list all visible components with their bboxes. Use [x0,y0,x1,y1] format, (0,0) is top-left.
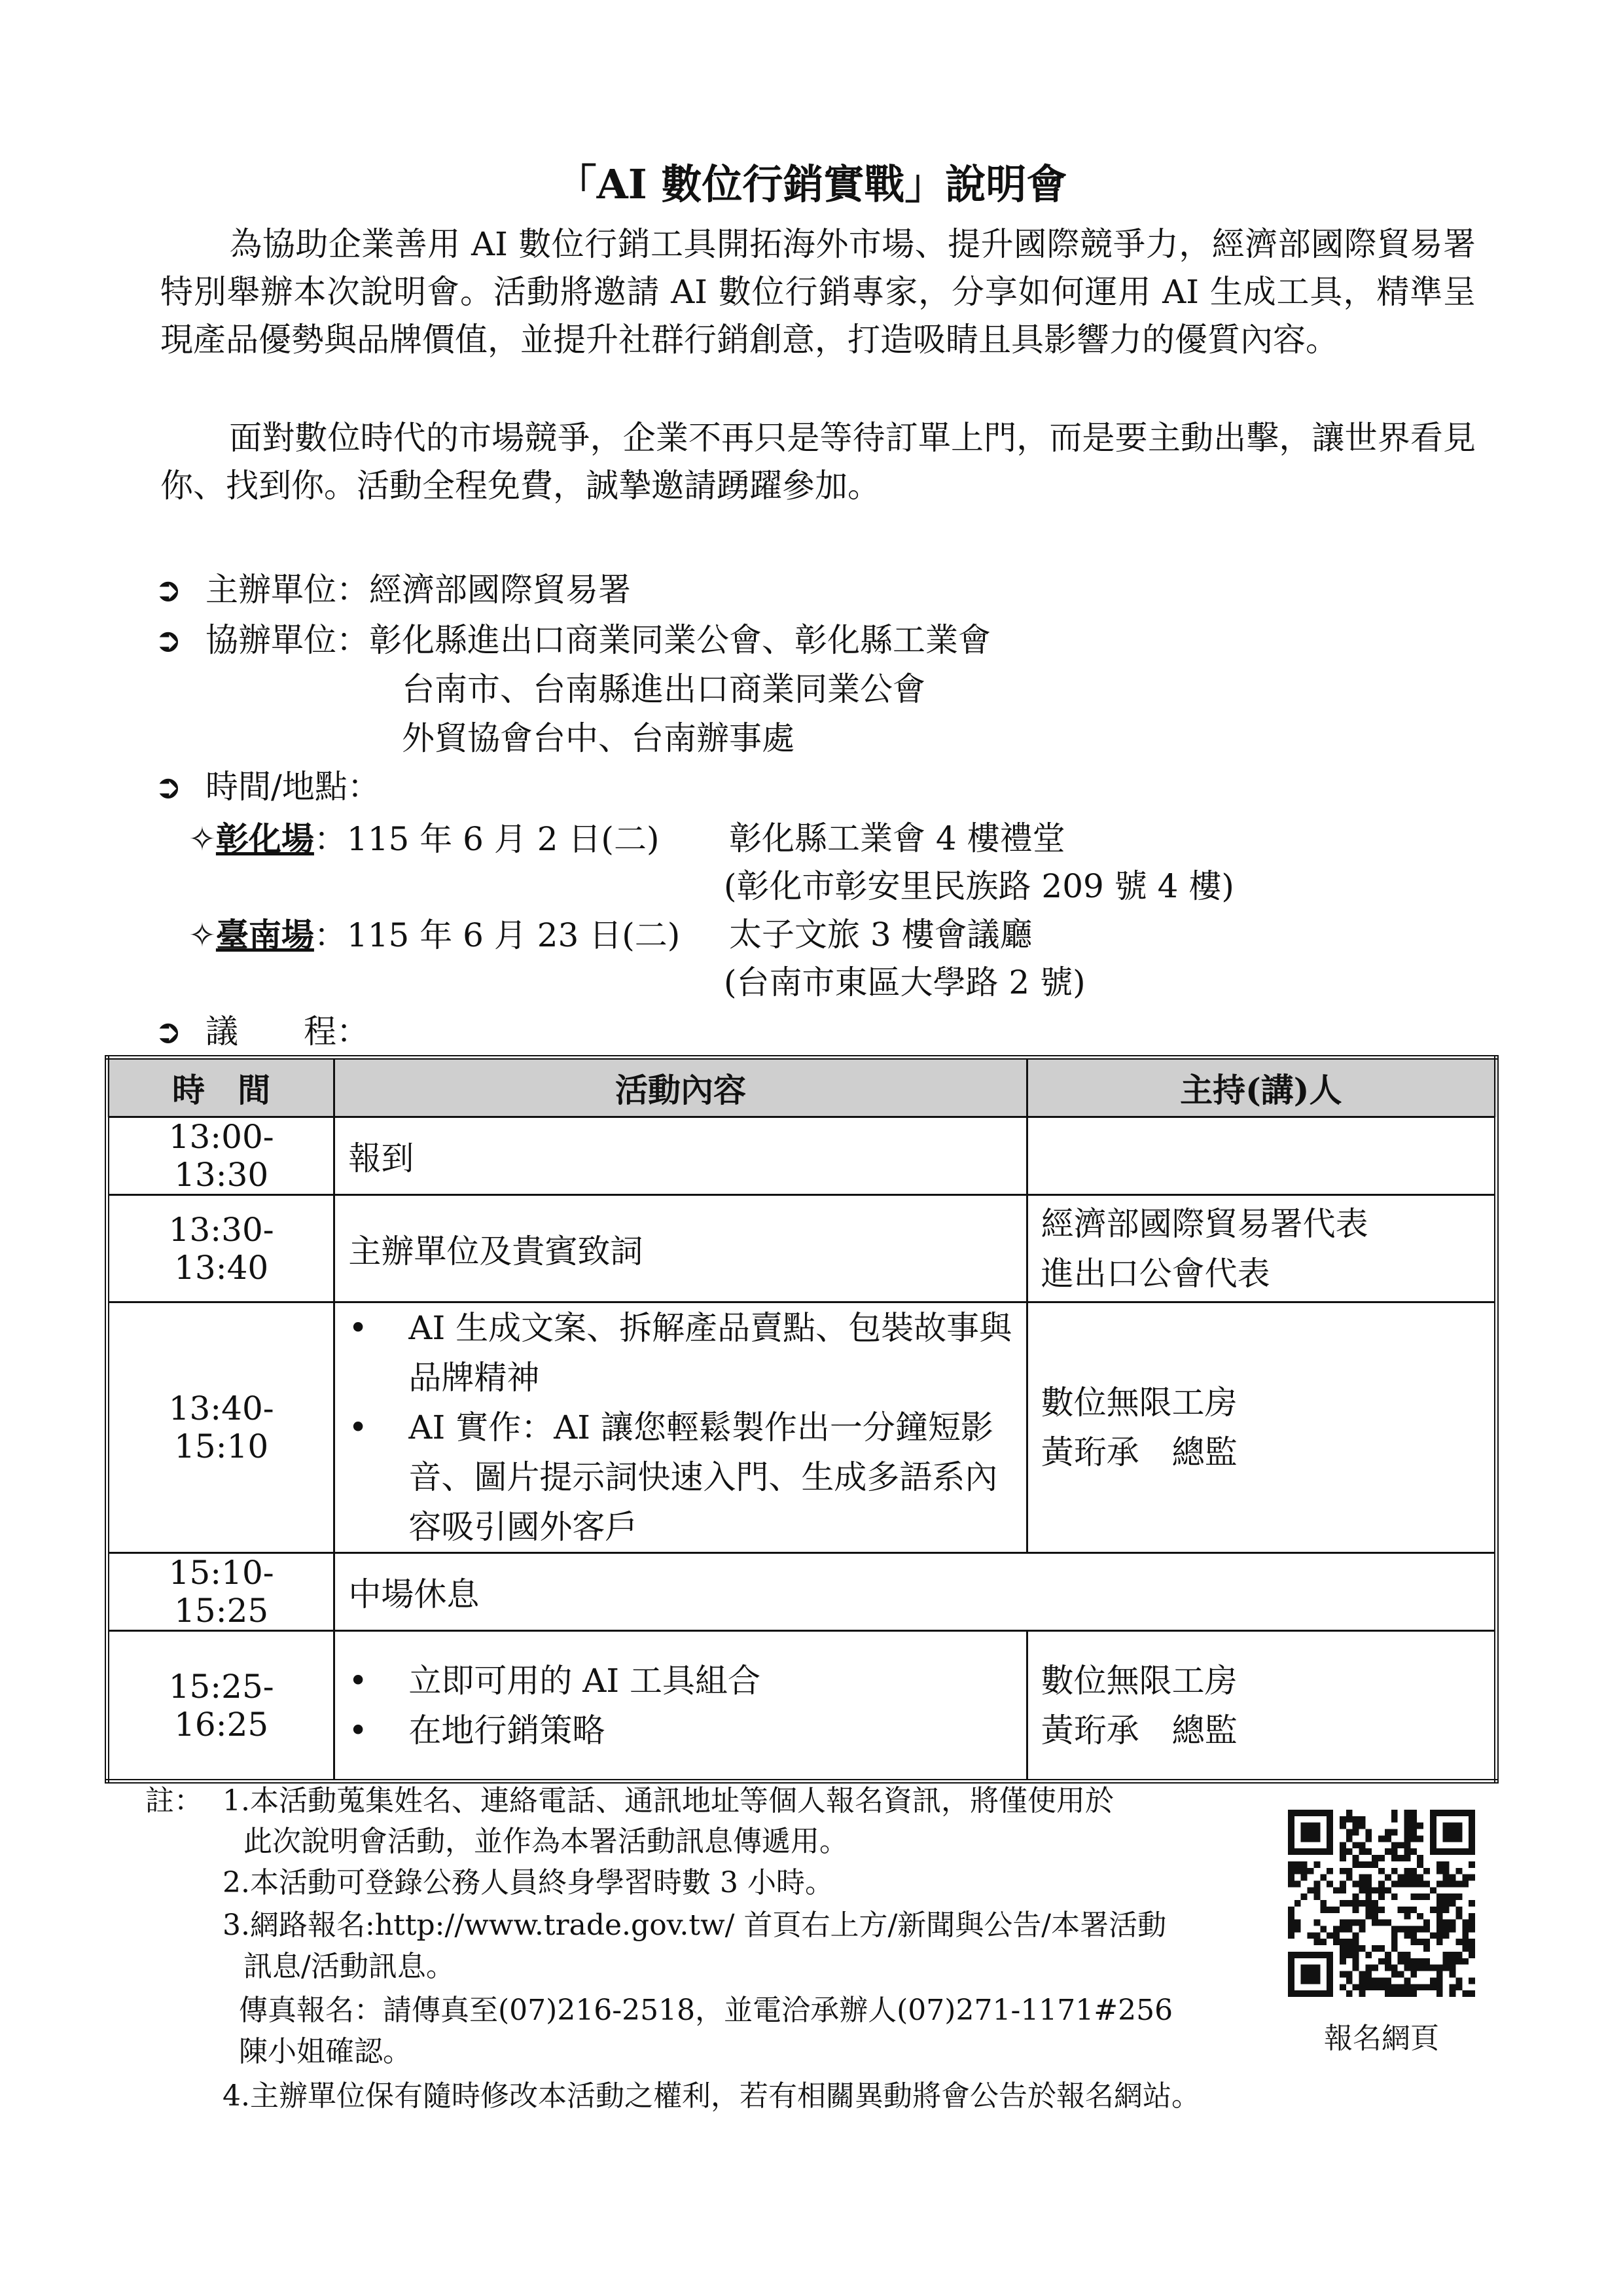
table-header-row [107,1058,1497,1117]
table-row [107,1631,1497,1782]
note-line: 1.本活動蒐集姓名、連絡電話、通訊地址等個人報名資訊，將僅使用於 [223,1784,1114,1818]
header-time: 時 間 [107,1058,334,1117]
venue-place: 太子文旅 3 樓會議廳 [729,916,1033,954]
co-organizer-value-2: 台南市、台南縣進出口商業同業公會 [402,670,925,708]
page-title: 「AI 數位行銷實戰」說明會 [556,160,1067,208]
header-host: 主持(講)人 [1027,1058,1496,1117]
note-line: 陳小姐確認。 [239,2035,412,2068]
notes-label: 註： [145,1784,203,1818]
row-time: 15:25-16:25 [107,1631,334,1782]
organizer-line: ➲ 主辦單位：經濟部國際貿易署 [154,566,631,614]
list-item: • AI 生成文案、拆解產品賣點、包裝故事與品牌精神 [348,1303,1012,1403]
co-organizer-line: ➲ 協辦單位：彰化縣進出口商業同業公會、彰化縣工業會 [154,617,991,664]
table-row [107,1553,1497,1631]
sparkle-icon: ✧ [188,916,216,954]
row-content [334,1631,1027,1782]
row-host: 經濟部國際貿易署代表 進出口公會代表 [1027,1195,1496,1302]
qr-label: 報名網頁 [1324,2022,1439,2055]
note-line: 3.網路報名:http://www.trade.gov.tw/ 首頁右上方/新聞與公告/本署活動 [223,1909,1167,1942]
note-line: 2.本活動可登錄公務人員終身學習時數 3 小時。 [223,1866,834,1899]
table-row [107,1117,1497,1195]
venue-date: 115 年 6 月 23 日(二) [346,916,681,954]
qr-code-icon [1288,1810,1475,1997]
bullet-icon: • [348,1661,368,1700]
row-host [1027,1117,1496,1195]
qr-code [1288,1810,1475,1997]
row-host: 數位無限工房 黃珩承 總監 [1027,1631,1496,1782]
table-row [107,1302,1497,1553]
table-row [107,1195,1497,1302]
venue-address: (彰化市彰安里民族路 209 號 4 樓) [724,867,1234,905]
agenda-heading: ➲ 議 程： [154,1008,369,1056]
row-time: 13:00-13:30 [107,1117,334,1195]
bullet-icon: • [348,1309,368,1347]
intro-paragraph-1 [160,221,1476,364]
row-time: 13:30-13:40 [107,1195,334,1302]
row-content: 中場休息 [334,1553,1497,1631]
time-place-heading: ➲ 時間/地點： [154,763,380,811]
arrow-icon: ➲ [154,571,182,609]
agenda-table [105,1055,1499,1784]
row-content: 主辦單位及貴賓致詞 [334,1195,1027,1302]
venue-tainan: ✧臺南場：115 年 6 月 23 日(二) [188,916,681,954]
row-host: 數位無限工房 黃珩承 總監 [1027,1302,1496,1553]
bullet-icon: • [348,1408,368,1446]
organizer-value: 經濟部國際貿易署 [369,571,631,609]
note-line: 此次說明會活動，並作為本署活動訊息傳遞用。 [243,1825,848,1858]
row-time: 15:10-15:25 [107,1553,334,1631]
list-item: • 在地行銷策略 [348,1706,1012,1755]
arrow-icon: ➲ [154,1013,182,1050]
row-content [334,1302,1027,1553]
venue-place: 彰化縣工業會 4 樓禮堂 [729,819,1065,857]
intro-paragraph-2 [160,414,1476,510]
bullet-icon: • [348,1711,368,1749]
intro-text-2: 面對數位時代的市場競爭，企業不再只是等待訂單上門，而是要主動出擊，讓世界看見你、找到你。活動全程免費，誠摯邀請踴躍參加。 [160,419,1476,505]
arrow-icon: ➲ [154,621,182,659]
arrow-icon: ➲ [154,768,182,806]
row-content: 報到 [334,1117,1027,1195]
venue-changhua: ✧彰化場：115 年 6 月 2 日(二) [188,819,660,858]
venue-address: (台南市東區大學路 2 號) [724,963,1086,1001]
list-item: • 立即可用的 AI 工具組合 [348,1656,1012,1706]
sparkle-icon: ✧ [188,820,216,858]
note-line: 4.主辦單位保有隨時修改本活動之權利，若有相關異動將會公告於報名網站。 [223,2079,1200,2113]
co-organizer-value-1: 彰化縣進出口商業同業公會、彰化縣工業會 [369,621,991,659]
header-content: 活動內容 [334,1058,1027,1117]
co-organizer-value-3: 外貿協會台中、台南辦事處 [402,719,794,757]
intro-text-1: 為協助企業善用 AI 數位行銷工具開拓海外市場、提升國際競爭力，經濟部國際貿易署特別舉辦本次說明會。活動將邀請 AI 數位行銷專家，分享如何運用 AI 生成工具，精準呈現產品優勢與品牌價值，並提升社群行銷創意，打造吸睛且具影響力的優質內容。 [160,225,1476,359]
note-line: 訊息/活動訊息。 [243,1950,455,1983]
list-item: • AI 實作：AI 讓您輕鬆製作出一分鐘短影音、圖片提示詞快速入門、生成多語系內容吸引國外客戶 [348,1403,1012,1552]
row-time: 13:40-15:10 [107,1302,334,1553]
note-line: 傳真報名：請傳真至(07)216-2518，並電洽承辦人(07)271-1171#256 [239,1994,1173,2027]
venue-date: 115 年 6 月 2 日(二) [346,820,660,858]
